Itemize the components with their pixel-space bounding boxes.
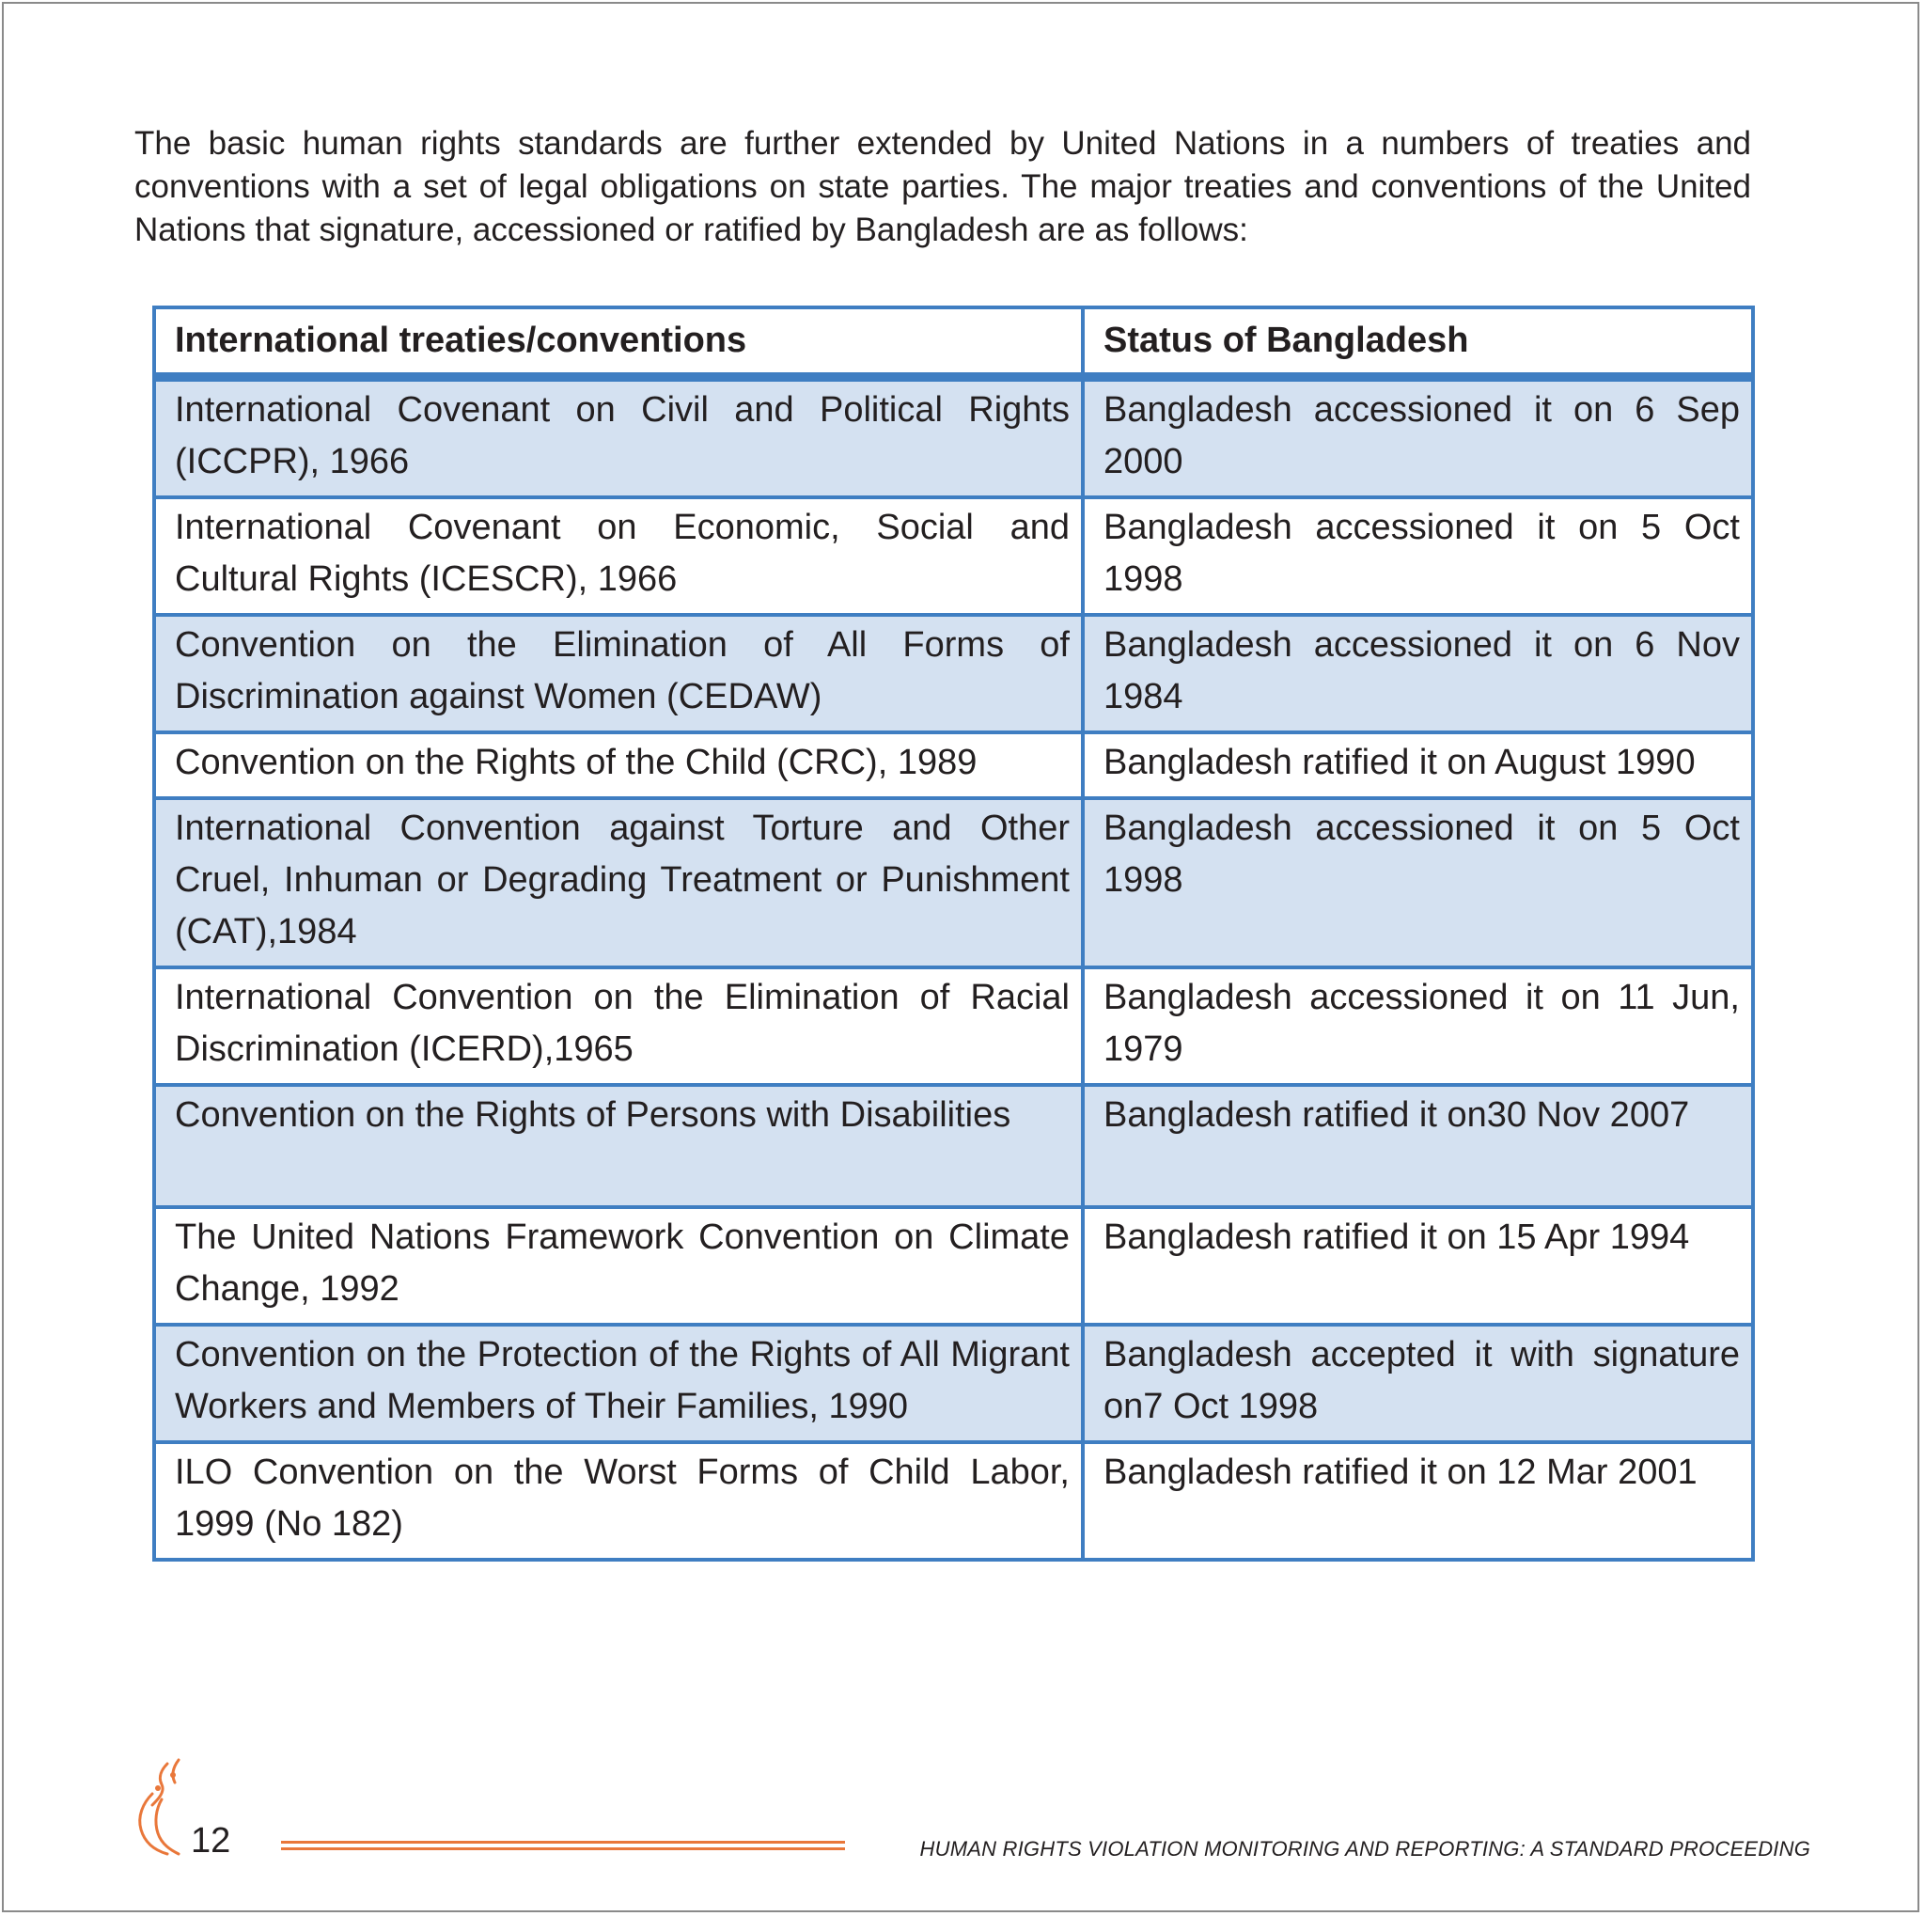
treaty-cell: International Covenant on Economic, Social and Cultural Rights (ICESCR), 1966: [154, 497, 1083, 615]
treaty-cell: Convention on the Protection of the Rights of All Migrant Workers and Members of Their Families, 1990: [154, 1325, 1083, 1442]
status-cell: Bangladesh accessioned it on 6 Sep 2000: [1083, 377, 1753, 497]
status-cell: Bangladesh accessioned it on 11 Jun, 1979: [1083, 967, 1753, 1085]
table-row: [154, 732, 1753, 798]
page-number: 12: [191, 1821, 231, 1861]
table-row: [154, 967, 1753, 1085]
status-cell: Bangladesh ratified it on August 1990: [1083, 732, 1753, 798]
status-cell: Bangladesh ratified it on 12 Mar 2001: [1083, 1442, 1753, 1560]
footer-rule: [281, 1841, 845, 1850]
treaties-table: [152, 306, 1755, 1562]
table-header-row: [154, 307, 1753, 377]
table-row: [154, 377, 1753, 497]
table-row: [154, 1442, 1753, 1560]
status-cell: Bangladesh ratified it on30 Nov 2007: [1083, 1085, 1753, 1207]
treaty-cell: International Covenant on Civil and Political Rights (ICCPR), 1966: [154, 377, 1083, 497]
footer-title: HUMAN RIGHTS VIOLATION MONITORING AND REPORTING: A STANDARD PROCEEDING: [919, 1837, 1810, 1861]
status-cell: Bangladesh accessioned it on 5 Oct 1998: [1083, 497, 1753, 615]
treaty-cell: International Convention against Torture and Other Cruel, Inhuman or Degrading Treatment or Punishment (CAT),1984: [154, 798, 1083, 967]
status-cell: Bangladesh ratified it on 15 Apr 1994: [1083, 1207, 1753, 1325]
status-cell: Bangladesh accepted it with signature on7 Oct 1998: [1083, 1325, 1753, 1442]
status-cell: Bangladesh accessioned it on 5 Oct 1998: [1083, 798, 1753, 967]
column-header-treaty: International treaties/conventions: [154, 307, 1083, 377]
table-row: [154, 1325, 1753, 1442]
treaty-cell: International Convention on the Elimination of Racial Discrimination (ICERD),1965: [154, 967, 1083, 1085]
treaty-cell: Convention on the Elimination of All Forms of Discrimination against Women (CEDAW): [154, 615, 1083, 732]
table-row: [154, 798, 1753, 967]
table-row: [154, 497, 1753, 615]
treaty-cell: Convention on the Rights of the Child (CRC), 1989: [154, 732, 1083, 798]
treaty-cell: The United Nations Framework Convention on Climate Change, 1992: [154, 1207, 1083, 1325]
table-row: [154, 615, 1753, 732]
table-row: [154, 1207, 1753, 1325]
figures-logo-icon: [130, 1756, 196, 1860]
intro-paragraph: The basic human rights standards are further extended by United Nations in a numbers of treaties and conventions with a set of legal obligations on state parties. The major treaties and conventions of the United Nations that signature, accessioned or ratified by Bangladesh are as follows:: [134, 125, 1751, 248]
column-header-status: Status of Bangladesh: [1083, 307, 1753, 377]
status-cell: Bangladesh accessioned it on 6 Nov 1984: [1083, 615, 1753, 732]
treaty-cell: Convention on the Rights of Persons with Disabilities: [154, 1085, 1083, 1207]
table-row: [154, 1085, 1753, 1207]
treaty-cell: ILO Convention on the Worst Forms of Child Labor, 1999 (No 182): [154, 1442, 1083, 1560]
